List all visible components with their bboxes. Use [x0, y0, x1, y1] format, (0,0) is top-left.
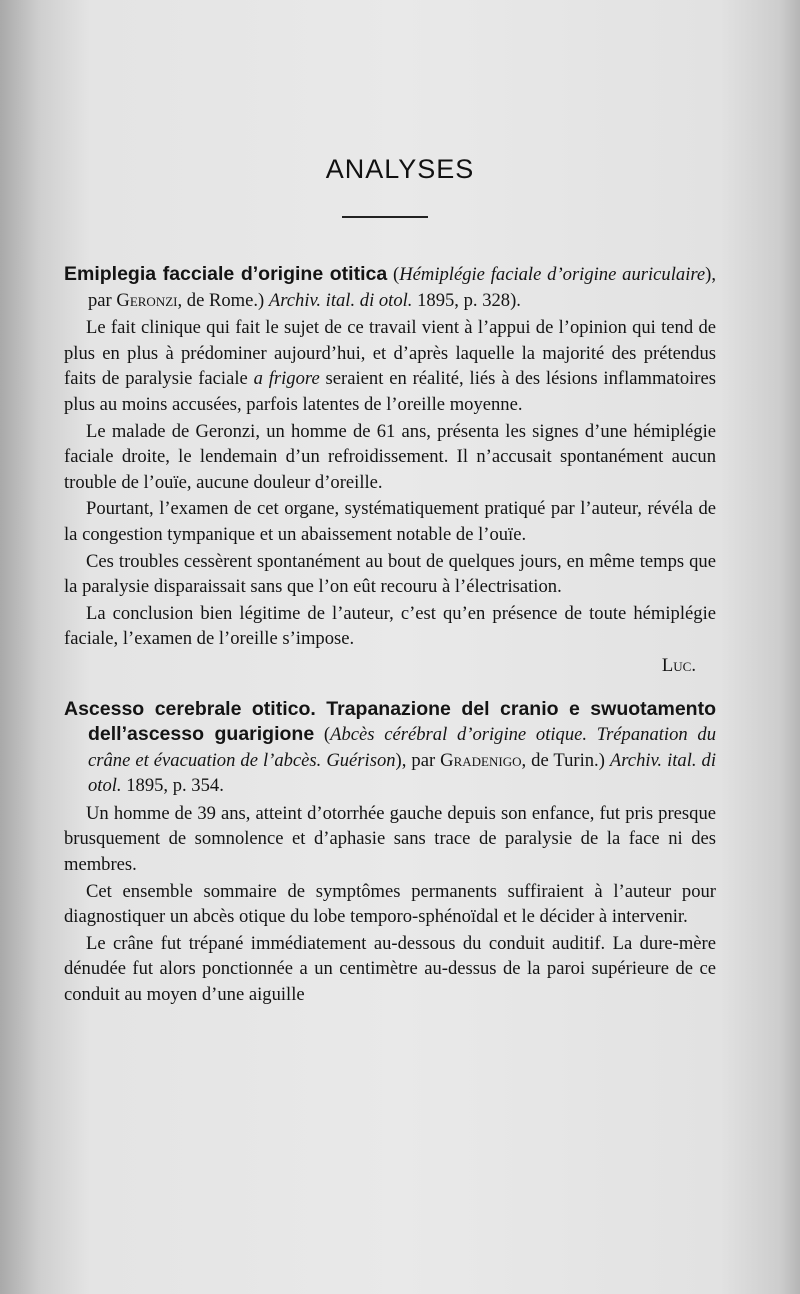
article-2-subtitle: Abcès cérébral d’origine otique. Trépanation du crâne et évacuation de l’abcès. Guérison — [88, 724, 716, 771]
article-2-title: Ascesso cerebrale otitico. Trapanazione del cranio e swuotamento dell’ascesso guarigione — [64, 697, 716, 746]
article-2-header — [64, 697, 716, 799]
section-heading: ANALYSES — [325, 154, 475, 184]
article-2-ref: 1895, p. 354. — [121, 775, 224, 797]
article-1-signature: Luc. — [661, 654, 696, 676]
article-2-journal: Archiv. ital. di otol. — [88, 749, 716, 797]
article-2-place: , de Turin.) — [521, 749, 610, 771]
article-2-author: Gradenigo — [440, 749, 522, 771]
article-2-paragraph-1: Un homme de 39 ans, atteint d’otorrhée gauche depuis son enfance, fut pris presque brusquement de somnolence et d’aphasie sans trace de paralysie de la face ni des membres. — [64, 802, 716, 876]
article-1-paragraph-1-end: seraient en réalité, liés à des lésions inflammatoires plus au moins accusées, parfois latentes de l’oreille moyenne. — [64, 368, 716, 415]
article-1-by: ), par — [88, 264, 716, 311]
article-1-title: Emiplegia facciale d’origine otitica — [64, 263, 388, 285]
article-2-paren-open: ( — [314, 724, 331, 746]
article-1-paragraph-4: Ces troubles cessèrent spontanément au bout de quelques jours, en même temps que la paralysie disparaissait sans que l’on eût recouru à l’électrisation. — [64, 550, 716, 598]
article-2-paragraph-2: Cet ensemble sommaire de symptômes permanents suffiraient à l’auteur pour diagnostiquer un abcès otique du lobe temporo-sphénoïdal et le décider à intervenir. — [64, 880, 716, 928]
article-1-paragraph-5: La conclusion bien légitime de l’auteur, c’est qu’en présence de toute hémiplégie faciale, l’examen de l’oreille s’impose. — [64, 602, 716, 650]
article-1-header — [64, 262, 716, 313]
page-content — [64, 262, 716, 1009]
article-1-subtitle: Hémiplégie faciale d’origine auriculaire — [399, 264, 706, 285]
article-1-paren-open: ( — [387, 264, 400, 285]
heading-rule — [342, 216, 428, 218]
article-1-paragraph-1 — [64, 315, 716, 417]
article-1-author: Geronzi — [116, 289, 178, 311]
article-2-paragraph-3: Le crâne fut trépané immédiatement au-dessous du conduit auditif. La dure-mère dénudée fut alors ponctionnée a un centimètre au-dessus de la paroi supérieure de ce conduit au moyen d’une aiguille — [64, 932, 716, 1006]
article-1-place: , de Rome.) — [177, 289, 269, 311]
article-1-paragraph-1-italic: a frigore — [253, 368, 320, 390]
article-1-paragraph-2: Le malade de Geronzi, un homme de 61 ans, présenta les signes d’une hémiplégie faciale droite, le lendemain d’un refroidissement. Il n’accusait spontanément aucun trouble de l’ouïe, aucune douleur d’oreille. — [64, 420, 716, 493]
article-2-by: ), par — [395, 749, 441, 771]
article-1-paragraph-1-text: Le fait clinique qui fait le sujet de ce travail vient à l’appui de l’opinion qui tend de plus en plus à prédominer aujourd’hui, et d’après laquelle la majorité des prétendus faits de paralysie faciale — [64, 317, 716, 390]
article-1 — [64, 262, 716, 679]
article-1-paragraph-3: Pourtant, l’examen de cet organe, systématiquement pratiqué par l’auteur, révéla de la congestion tympanique et un abaissement notable de l’ouïe. — [64, 498, 716, 545]
article-1-journal: Archiv. ital. di otol. — [268, 289, 413, 311]
article-1-ref: 1895, p. 328). — [412, 289, 521, 311]
article-2 — [64, 697, 716, 1008]
